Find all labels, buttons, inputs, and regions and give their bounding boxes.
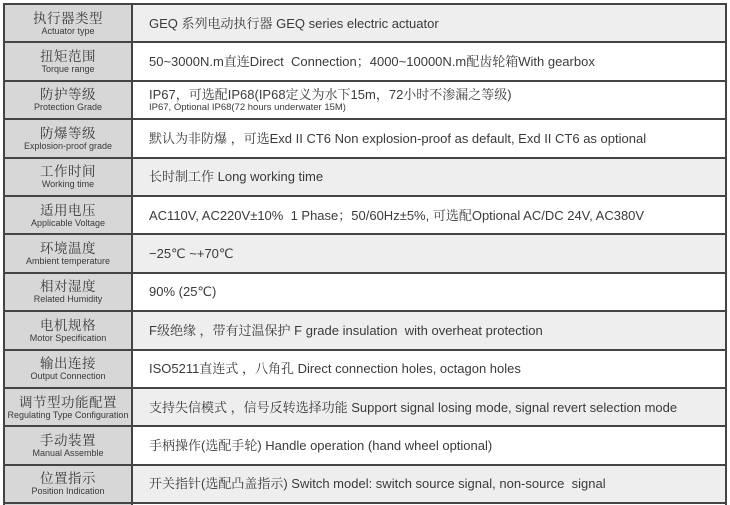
spec-label-chinese: 调节型功能配置 — [19, 394, 117, 410]
spec-label-chinese: 扭矩范围 — [40, 49, 96, 65]
spec-label-chinese: 防爆等级 — [40, 125, 96, 141]
spec-value-text: AC110V, AC220V±10% 1 Phase；50/60Hz±5%, 可选配Optional AC/DC 24V, AC380V — [149, 207, 645, 223]
spec-value-cell — [133, 235, 725, 271]
spec-label-chinese: 位置指示 — [40, 471, 96, 487]
spec-label-english: Output Connection — [30, 371, 106, 382]
spec-label-chinese: 相对湿度 — [40, 279, 96, 295]
spec-label-english: Applicable Voltage — [30, 217, 106, 228]
spec-value-text: −25℃ ~+70℃ — [149, 246, 234, 262]
spec-label-cell — [5, 351, 133, 387]
spec-value-cell — [133, 159, 725, 195]
spec-label-english: Ambient temperature — [25, 256, 111, 267]
table-row — [5, 389, 725, 427]
spec-value-cell — [133, 427, 725, 463]
spec-label-cell — [5, 43, 133, 79]
spec-label-english: Protection Grade — [33, 102, 103, 113]
spec-label-english: Regulating Type Configuration — [7, 409, 129, 420]
table-row — [5, 351, 725, 389]
spec-label-chinese: 适用电压 — [40, 202, 96, 218]
spec-value-cell — [133, 43, 725, 79]
table-row — [5, 466, 725, 504]
spec-value-cell — [133, 82, 725, 118]
spec-value-cell — [133, 274, 725, 310]
spec-value-cell — [133, 466, 725, 502]
spec-label-cell — [5, 312, 133, 348]
table-row — [5, 197, 725, 235]
spec-label-cell — [5, 427, 133, 463]
spec-value-cell — [133, 389, 725, 425]
table-row — [5, 120, 725, 158]
spec-value-subtext: IP67, Optional IP68(72 hours underwater 15M) — [149, 101, 346, 113]
spec-value-text: 手柄操作(选配手轮) Handle operation (hand wheel optional) — [149, 437, 493, 453]
table-row — [5, 235, 725, 273]
table-row — [5, 43, 725, 81]
spec-value-cell — [133, 351, 725, 387]
spec-label-chinese: 输出连接 — [40, 356, 96, 372]
spec-value-text: 长时制工作 Long working time — [149, 169, 324, 185]
spec-value-text: 90% (25℃) — [149, 284, 217, 300]
spec-value-cell — [133, 5, 725, 41]
table-row — [5, 427, 725, 465]
spec-label-cell — [5, 5, 133, 41]
spec-label-english: Position Indication — [31, 486, 105, 497]
spec-value-text: 支持失信模式 ，信号反转选择功能 Support signal losing mode, signal revert selection mode — [149, 399, 678, 415]
table-row — [5, 274, 725, 312]
table-row — [5, 312, 725, 350]
spec-value-text: GEQ 系列电动执行器 GEQ series electric actuator — [149, 15, 439, 31]
spec-label-english: Motor Specification — [29, 332, 107, 343]
spec-label-english: Working time — [41, 179, 95, 190]
spec-label-english: Explosion-proof grade — [23, 140, 113, 151]
spec-label-chinese: 电机规格 — [40, 317, 96, 333]
spec-label-chinese: 防护等级 — [40, 87, 96, 103]
spec-label-cell — [5, 159, 133, 195]
spec-label-english: Related Humidity — [33, 294, 103, 305]
spec-value-text: F级绝缘 ，带有过温保护 F grade insulation with overheat protection — [149, 322, 543, 338]
spec-label-english: Manual Assemble — [32, 447, 104, 458]
spec-label-english: Torque range — [41, 64, 95, 75]
spec-label-chinese: 工作时间 — [40, 164, 96, 180]
spec-value-text: ISO5211直连式 ，八角孔 Direct connection holes, octagon holes — [149, 361, 521, 377]
spec-value-cell — [133, 120, 725, 156]
spec-table — [3, 3, 727, 505]
spec-label-chinese: 执行器类型 — [33, 10, 103, 26]
spec-value-cell — [133, 312, 725, 348]
spec-value-text: 默认为非防爆 ，可选Exd II CT6 Non explosion-proof as default, Exd II CT6 as optional — [149, 130, 647, 146]
spec-label-english: Actuator type — [41, 25, 95, 36]
table-row — [5, 82, 725, 120]
spec-value-text: 开关指针(选配凸盖指示) Switch model: switch source signal, non-source signal — [149, 476, 606, 492]
spec-value-cell — [133, 197, 725, 233]
spec-label-cell — [5, 197, 133, 233]
spec-value-text: IP67，可选配IP68(IP68定义为水下15m，72小时不渗漏之等级) — [149, 86, 512, 102]
spec-label-chinese: 手动装置 — [40, 432, 96, 448]
spec-label-cell — [5, 82, 133, 118]
spec-label-cell — [5, 466, 133, 502]
table-row — [5, 5, 725, 43]
spec-label-cell — [5, 274, 133, 310]
spec-label-cell — [5, 235, 133, 271]
table-row — [5, 159, 725, 197]
spec-label-chinese: 环境温度 — [40, 241, 96, 257]
spec-label-cell — [5, 120, 133, 156]
spec-value-text: 50~3000N.m直连Direct Connection；4000~10000N.m配齿轮箱With gearbox — [149, 54, 595, 70]
spec-label-cell — [5, 389, 133, 425]
